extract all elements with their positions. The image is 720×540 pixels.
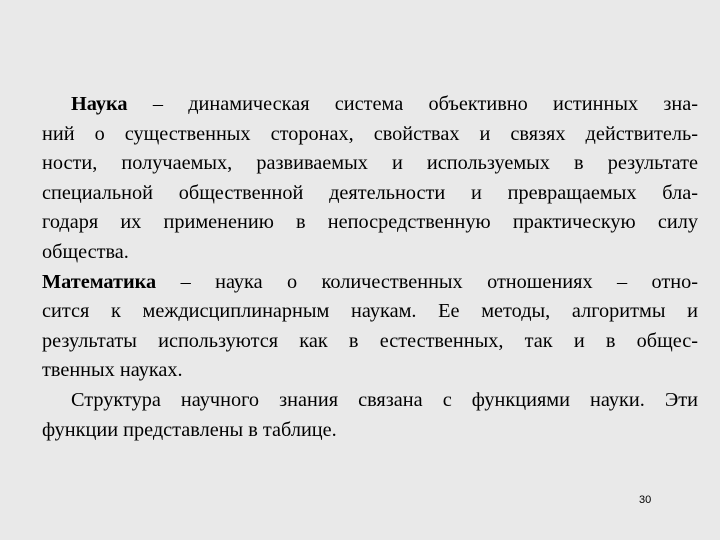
text-line — [42, 90, 698, 120]
text-line: общества. — [42, 240, 129, 263]
text-line: функции представлены в таблице. — [42, 418, 337, 441]
text-line: твенных науках. — [42, 359, 183, 382]
text-line: сится к междисциплинарным наукам. Ее методы, алгоритмы и — [42, 300, 698, 323]
text-line — [42, 268, 698, 298]
text-line: специальной общественной деятельности и превращаемых бла- — [42, 181, 698, 204]
text-line: ности, получаемых, развиваемых и используемых в результате — [42, 152, 698, 175]
text-line: Структура научного знания связана с функциями науки. Эти — [71, 388, 698, 411]
page-number: 30 — [639, 494, 652, 506]
text-line: годаря их применению в непосредственную практическую силу — [42, 211, 698, 234]
term-mathematics: Математика — [42, 270, 157, 293]
term-science: Наука — [71, 93, 128, 115]
body-text — [42, 90, 698, 445]
definition-text: – динамическая система объективно истинных зна- — [127, 93, 698, 115]
definition-text: – наука о количественных отношениях – отно- — [156, 270, 698, 293]
text-line: результаты используются как в естественных, так и в общес- — [42, 329, 698, 352]
text-line: ний о существенных сторонах, свойствах и связях действитель- — [42, 122, 698, 145]
